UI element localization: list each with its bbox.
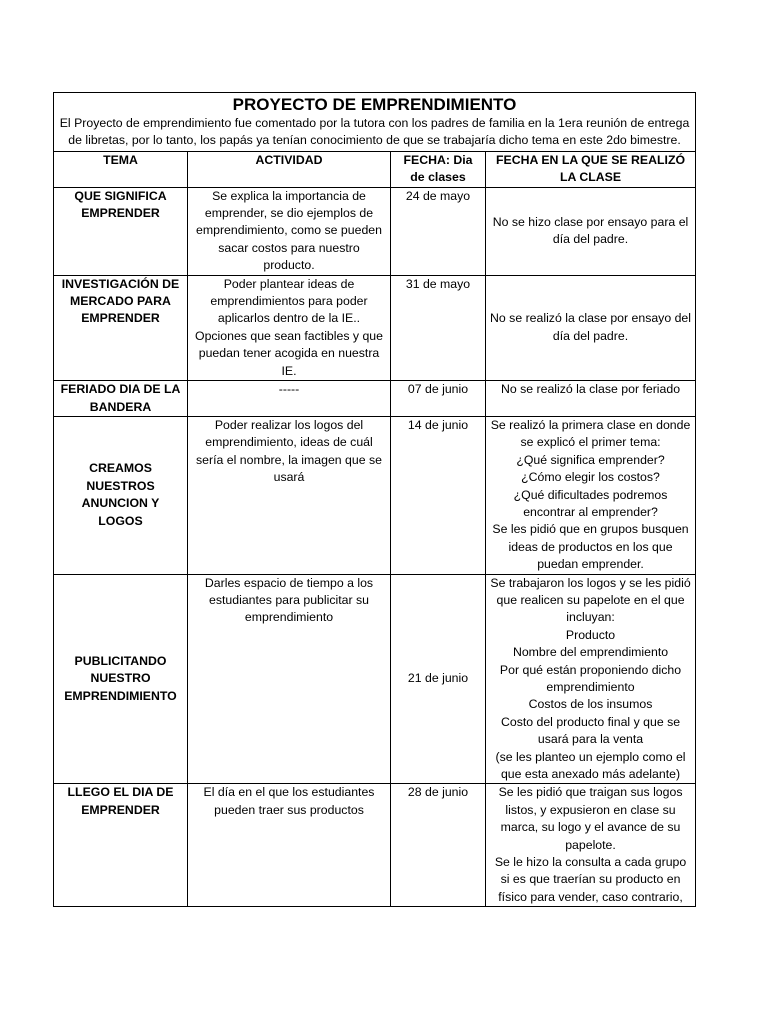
title-row [54, 93, 696, 152]
realizo-cell [486, 381, 696, 417]
project-table [53, 92, 696, 907]
realizo-line: No se realizó la clase por ensayo del día del padre. [490, 311, 691, 343]
tema-cell: QUE SIGNIFICA EMPRENDER [54, 187, 188, 275]
fecha-cell: 07 de junio [391, 381, 486, 417]
title-cell [54, 93, 696, 152]
header-actividad: ACTIVIDAD [188, 151, 391, 187]
table-row [54, 187, 696, 275]
realizo-cell [486, 275, 696, 380]
realizo-line: No se hizo clase por ensayo para el día del padre. [492, 214, 689, 247]
header-fecha: FECHA: Dia de clases [391, 151, 486, 187]
realizo-line: Producto [565, 627, 616, 642]
fecha-cell: 24 de mayo [391, 187, 486, 275]
tema-cell: LLEGO EL DIA DE EMPRENDER [54, 784, 188, 907]
realizo-line: Se le hizo la consulta a cada grupo si es que traerían su producto en físico para vender, caso contrario, [494, 855, 687, 904]
fecha-cell: 28 de junio [391, 784, 486, 907]
actividad-cell: El día en el que los estudiantes pueden traer sus productos [188, 784, 391, 907]
realizo-line: Se les pidió que traigan sus logos listos, y expusieron en clase su marca, su logo y el avance de su papelote. [498, 785, 683, 852]
realizo-cell [486, 416, 696, 574]
header-tema: TEMA [54, 151, 188, 187]
table-row [54, 275, 696, 380]
actividad-cell: Poder realizar los logos del emprendimiento, ideas de cuál sería el nombre, la imagen que se usará [188, 416, 391, 574]
realizo-line: Se les pidió que en grupos busquen ideas de productos en los que puedan emprender. [492, 522, 689, 572]
realizo-line: Costo del producto final y que se usará para la venta [500, 714, 681, 747]
table-row [54, 574, 696, 784]
header-realizo: FECHA EN LA QUE SE REALIZÓ LA CLASE [486, 151, 696, 187]
actividad-cell: Poder plantear ideas de emprendimientos para poder aplicarlos dentro de la IE.. Opciones que sean factibles y que puedan tener acogida en nuestra IE. [188, 275, 391, 380]
realizo-cell [486, 187, 696, 275]
tema-cell: INVESTIGACIÓN DE MERCADO PARA EMPRENDER [54, 275, 188, 380]
document-title: PROYECTO DE EMPRENDIMIENTO [232, 95, 517, 114]
realizo-line: Por qué están proponiendo dicho emprendimiento [499, 662, 682, 694]
fecha-cell: 21 de junio [391, 574, 486, 784]
tema-cell: CREAMOS NUESTROS ANUNCION Y LOGOS [54, 416, 188, 574]
tema-cell: FERIADO DIA DE LA BANDERA [54, 381, 188, 417]
realizo-line: Costos de los insumos [528, 697, 653, 712]
fecha-cell: 14 de junio [391, 416, 486, 574]
table-row [54, 381, 696, 417]
actividad-cell: Se explica la importancia de emprender, se dio ejemplos de emprendimiento, como se pueden sacar costos para nuestro producto. [188, 187, 391, 275]
table-row [54, 784, 696, 907]
realizo-line: No se realizó la clase por feriado [500, 382, 681, 397]
actividad-cell: Darles espacio de tiempo a los estudiantes para publicitar su emprendimiento [188, 574, 391, 784]
realizo-line: (se les planteo un ejemplo como el que esta anexado más adelante) [495, 749, 686, 782]
realizo-line: Se trabajaron los logos y se les pidió que realicen su papelote en el que incluyan: [490, 575, 691, 625]
realizo-line: ¿Qué significa emprender? [516, 452, 665, 467]
intro-paragraph: El Proyecto de emprendimiento fue comentado por la tutora con los padres de familia en la 1era reunión de entrega de libretas, por lo tanto, los papás ya tenían conocimiento de que se trabajaría dicho tema en este 2do bimestre. [59, 116, 690, 148]
realizo-line: Se realizó la primera clase en donde se explicó el primer tema: [490, 417, 691, 450]
realizo-line: ¿Qué dificultades podremos encontrar al emprender? [513, 487, 668, 519]
table-row [54, 416, 696, 574]
actividad-cell: ----- [188, 381, 391, 417]
fecha-cell: 31 de mayo [391, 275, 486, 380]
header-row [54, 151, 696, 187]
realizo-cell [486, 574, 696, 784]
realizo-line: Nombre del emprendimiento [512, 645, 669, 660]
realizo-cell [486, 784, 696, 907]
tema-cell: PUBLICITANDO NUESTRO EMPRENDIMIENTO [54, 574, 188, 784]
realizo-line: ¿Cómo elegir los costos? [521, 470, 660, 485]
